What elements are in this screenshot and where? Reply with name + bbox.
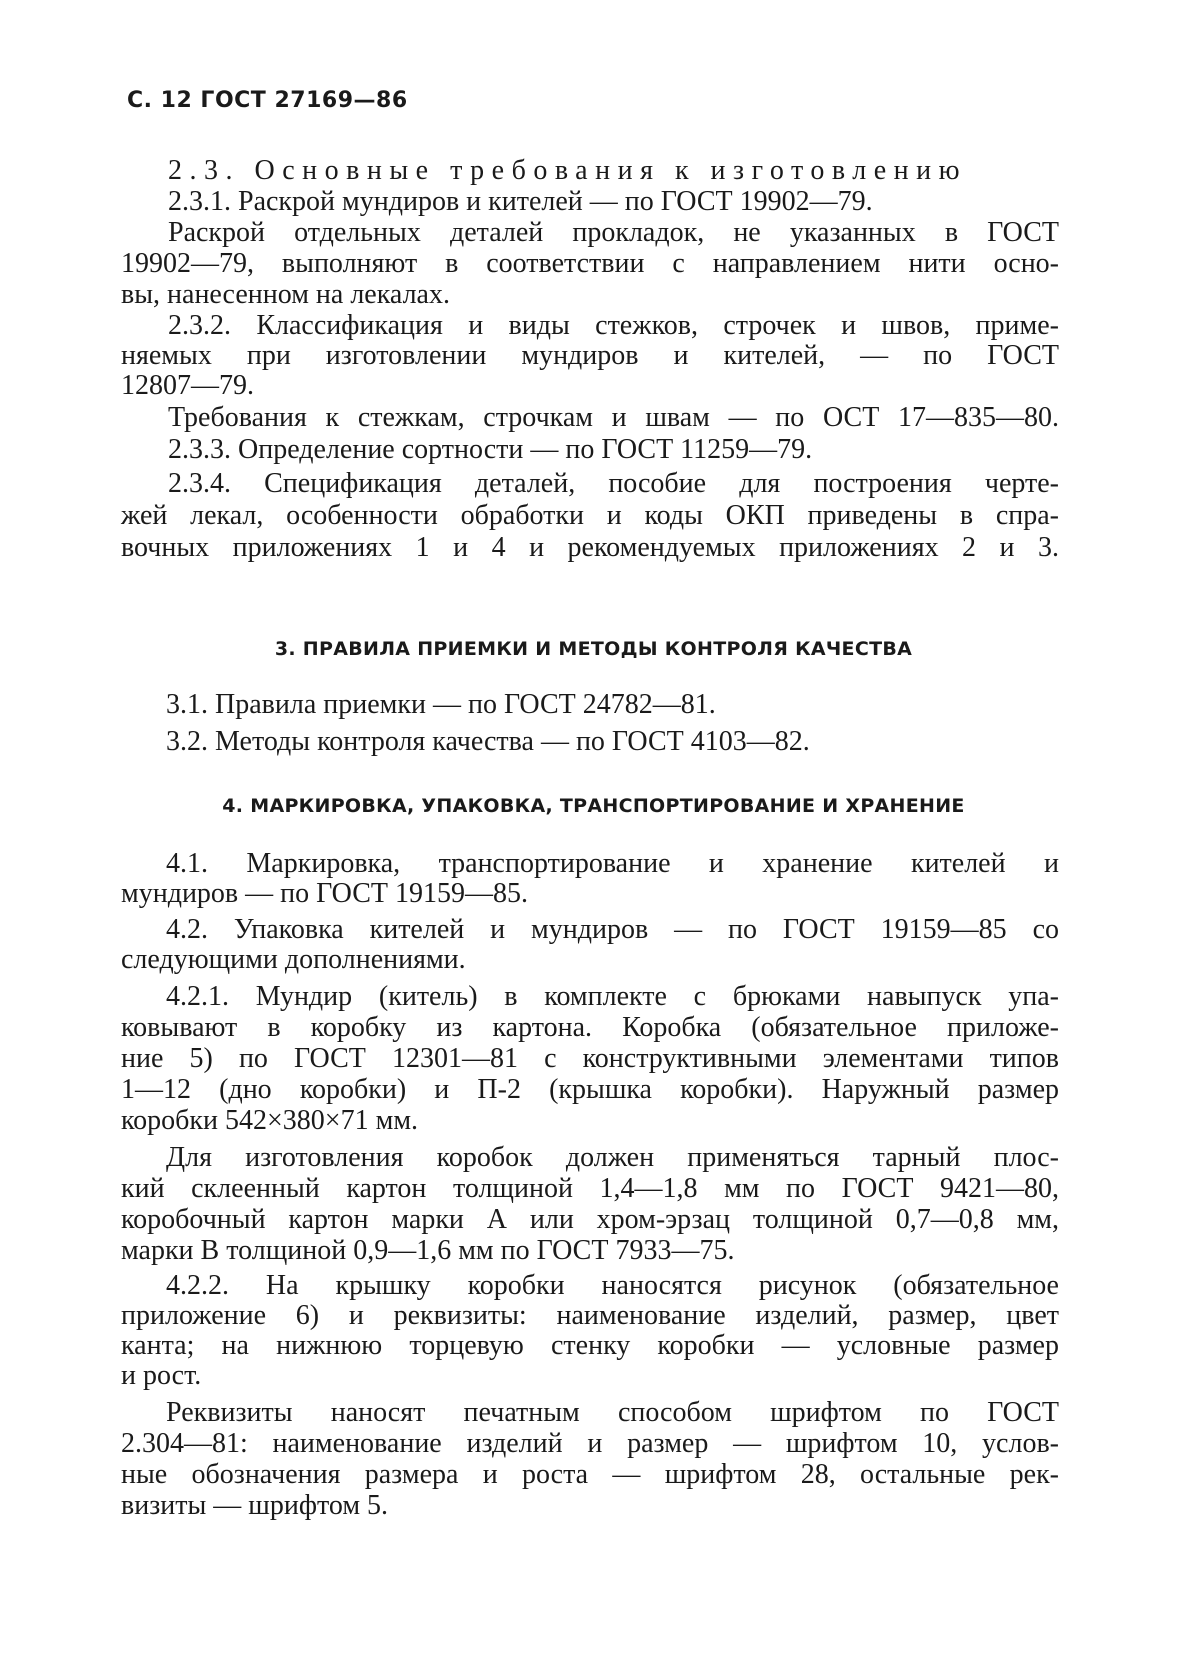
clause-4-2-2-requisites-line: Реквизиты наносят печатным способом шрифтом по ГОСТ: [166, 1397, 1059, 1428]
subsection-heading-2-3: 2.3. Основные требования к изготовлению: [168, 155, 968, 186]
clause-4-2-1-materials-line: коробочный картон марки А или хром-эрзац толщиной 0,7—0,8 мм,: [121, 1204, 1059, 1235]
clause-2-3-4-line: вочных приложениях 1 и 4 и рекомендуемых приложениях 2 и 3.: [121, 532, 1059, 563]
clause-4-2-2-line: канта; на нижнюю торцевую стенку коробки — условные размер: [121, 1330, 1059, 1361]
clause-4-2-2-line: 4.2.2. На крышку коробки наносятся рисунок (обязательное: [166, 1270, 1059, 1301]
clause-4-2-2-line: приложение 6) и реквизиты: наименование изделий, размер, цвет: [121, 1300, 1059, 1331]
clause-2-3-2-line: 2.3.2. Классификация и виды стежков, строчек и швов, приме-: [168, 310, 1059, 341]
clause-3-1: 3.1. Правила приемки — по ГОСТ 24782—81.: [166, 689, 716, 720]
clause-3-2: 3.2. Методы контроля качества — по ГОСТ 4103—82.: [166, 726, 810, 757]
clause-4-2-1-line: 1—12 (дно коробки) и П-2 (крышка коробки). Наружный размер: [121, 1074, 1059, 1105]
clause-4-2-line: 4.2. Упаковка кителей и мундиров — по ГОСТ 19159—85 со: [166, 914, 1059, 945]
clause-2-3-3: 2.3.3. Определение сортности — по ГОСТ 11259—79.: [168, 434, 813, 465]
clause-4-2-1-materials-line: марки В толщиной 0,9—1,6 мм по ГОСТ 7933—75.: [121, 1235, 735, 1266]
clause-2-3-2-line: няемых при изготовлении мундиров и кителей, — по ГОСТ: [121, 340, 1059, 371]
clause-4-2-1-line: ковывают в коробку из картона. Коробка (обязательное приложе-: [121, 1012, 1059, 1043]
section-heading-4: 4. МАРКИРОВКА, УПАКОВКА, ТРАНСПОРТИРОВАНИЕ И ХРАНЕНИЕ: [222, 795, 965, 817]
clause-4-2-line: следующими дополнениями.: [121, 944, 466, 975]
clause-2-3-1-note-line: 19902—79, выполняют в соответствии с направлением нити осно-: [121, 248, 1059, 279]
clause-2-3-2-requirements: Требования к стежкам, строчкам и швам — по ОСТ 17—835—80.: [168, 402, 1059, 433]
clause-4-2-2-requisites-line: ные обозначения размера и роста — шрифтом 28, остальные рек-: [121, 1459, 1059, 1490]
clause-2-3-4-line: 2.3.4. Спецификация деталей, пособие для построения черте-: [168, 468, 1059, 499]
clause-2-3-1-note-line: Раскрой отдельных деталей прокладок, не указанных в ГОСТ: [168, 217, 1059, 248]
clause-4-2-2-line: и рост.: [121, 1360, 202, 1391]
clause-4-1-line: мундиров — по ГОСТ 19159—85.: [121, 878, 528, 909]
clause-4-1-line: 4.1. Маркировка, транспортирование и хранение кителей и: [166, 848, 1059, 879]
clause-2-3-2-line: 12807—79.: [121, 370, 254, 401]
running-head: С. 12 ГОСТ 27169—86: [127, 88, 408, 113]
clause-4-2-1-line: коробки 542×380×71 мм.: [121, 1105, 419, 1136]
clause-4-2-1-materials-line: кий склеенный картон толщиной 1,4—1,8 мм по ГОСТ 9421—80,: [121, 1173, 1059, 1204]
clause-4-2-1-materials-line: Для изготовления коробок должен применяться тарный плос-: [166, 1142, 1059, 1173]
clause-4-2-1-line: 4.2.1. Мундир (китель) в комплекте с брюками навыпуск упа-: [166, 981, 1059, 1012]
clause-2-3-4-line: жей лекал, особенности обработки и коды ОКП приведены в спра-: [121, 500, 1059, 531]
clause-4-2-2-requisites-line: 2.304—81: наименование изделий и размер — шрифтом 10, услов-: [121, 1428, 1059, 1459]
clause-4-2-1-line: ние 5) по ГОСТ 12301—81 с конструктивными элементами типов: [121, 1043, 1059, 1074]
clause-2-3-1-note-line: вы, нанесенном на лекалах.: [121, 279, 450, 310]
clause-2-3-1: 2.3.1. Раскрой мундиров и кителей — по ГОСТ 19902—79.: [168, 186, 873, 217]
clause-4-2-2-requisites-line: визиты — шрифтом 5.: [121, 1490, 389, 1521]
section-heading-3: 3. ПРАВИЛА ПРИЕМКИ И МЕТОДЫ КОНТРОЛЯ КАЧЕСТВА: [274, 638, 913, 660]
